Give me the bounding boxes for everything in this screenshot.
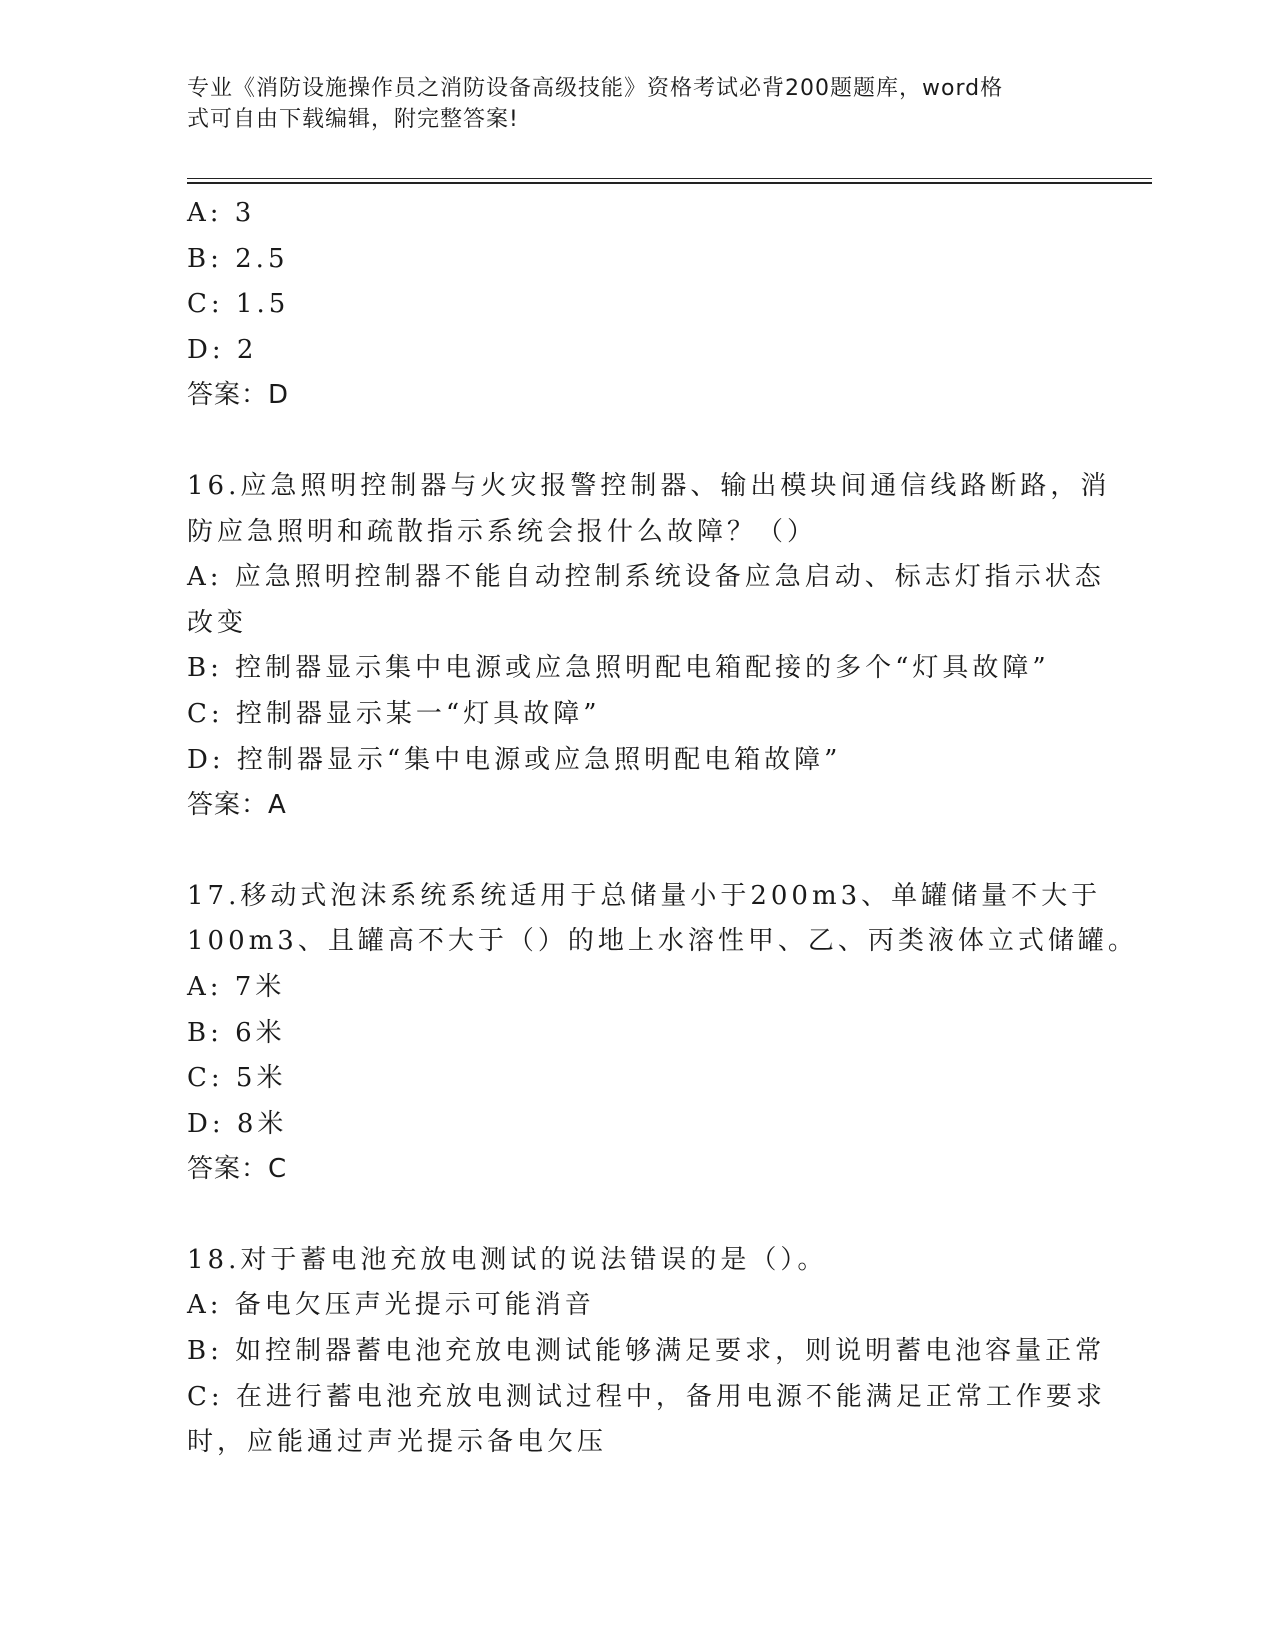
option-d: D: 2 [187,334,258,365]
option-c: C: 在进行蓄电池充放电测试过程中，备用电源不能满足正常工作要求 [187,1381,1106,1412]
spacer [187,1193,1087,1238]
question-16 [187,464,1111,829]
header-line-2: 式可自由下载编辑，附完整答案! [187,107,519,132]
question-stem-cont: 防应急照明和疏散指示系统会报什么故障？（） [187,516,818,547]
option-b: B: 控制器显示集中电源或应急照明配电箱配接的多个“灯具故障” [187,653,1050,684]
option-c: C: 5米 [187,1063,287,1094]
question-17 [187,874,1138,1193]
question-stem-cont: 100m3、且罐高不大于（）的地上水溶性甲、乙、丙类液体立式储罐。 [187,926,1138,957]
option-b: B: 2.5 [187,243,289,274]
spacer [187,419,1087,464]
document-header [187,73,1067,135]
spacer [187,829,1087,874]
option-d: D: 8米 [187,1108,288,1139]
question-stem: 18.对于蓄电池充放电测试的说法错误的是（）。 [187,1244,828,1275]
question-15-tail [187,191,1087,419]
question-stem: 16.应急照明控制器与火灾报警控制器、输出模块间通信线路断路，消 [187,470,1111,501]
option-a: A: 3 [187,198,256,228]
answer-line: 答案：C [187,1154,288,1185]
option-a-cont: 改变 [187,607,248,638]
option-b: B: 6米 [187,1017,286,1048]
answer-line: 答案：D [187,380,290,411]
option-a: A: 7米 [187,971,286,1002]
question-stem: 17.移动式泡沫系统系统适用于总储量小于200m3、单罐储量不大于 [187,880,1102,911]
question-18 [187,1238,1106,1466]
option-a: A: 应急照明控制器不能自动控制系统设备应急启动、标志灯指示状态 [187,562,1105,593]
option-d: D: 控制器显示“集中电源或应急照明配电箱故障” [187,744,842,775]
option-a: A: 备电欠压声光提示可能消音 [187,1290,595,1321]
header-line-1: 专业《消防设施操作员之消防设备高级技能》资格考试必背200题题库，word格 [187,76,1004,101]
header-rule-thick [187,182,1152,184]
option-c: C: 1.5 [187,289,290,320]
option-b: B: 如控制器蓄电池充放电测试能够满足要求，则说明蓄电池容量正常 [187,1336,1106,1367]
option-c: C: 控制器显示某一“灯具故障” [187,698,601,729]
option-c-cont: 时，应能通过声光提示备电欠压 [187,1427,608,1458]
answer-line: 答案：A [187,790,287,821]
question-list [187,191,1138,1466]
header-rule-thin [187,178,1152,179]
